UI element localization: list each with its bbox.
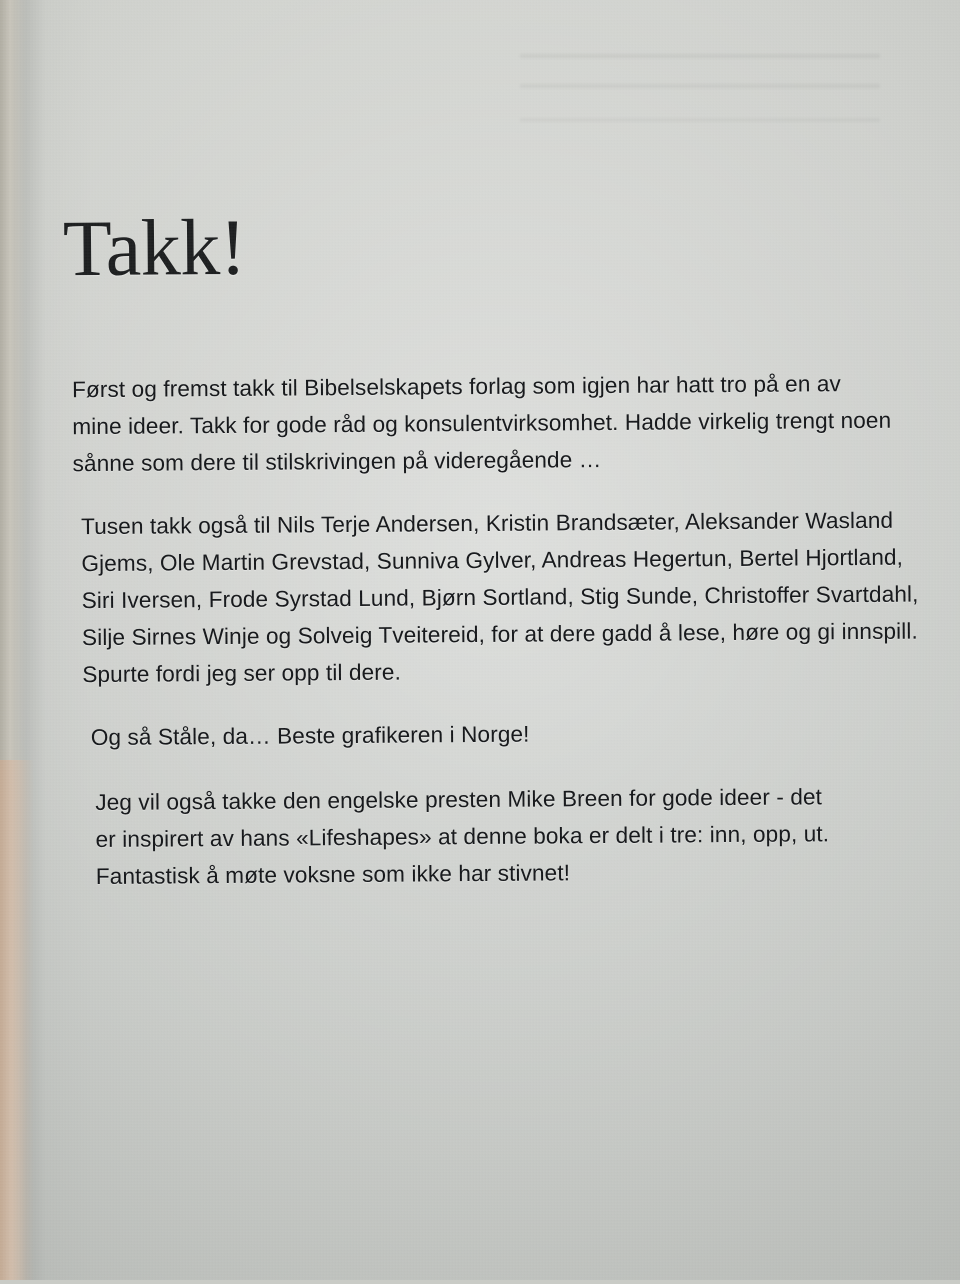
acknowledgements-text xyxy=(72,364,946,921)
paragraph-3 xyxy=(91,712,945,756)
text-line: Først og fremst takk til Bibelselskapets forlag som igjen har hatt tro på en av xyxy=(71,371,841,403)
text-line: sånne som dere til stilskrivingen på videregående … xyxy=(72,447,602,477)
page-title: Takk! xyxy=(62,203,247,294)
text-line: Jeg vil også takke den engelske presten Mike Breen for gode ideer - det xyxy=(95,784,823,816)
paragraph-4 xyxy=(95,778,856,895)
paragraph-2 xyxy=(81,501,940,693)
text-line: er inspirert av hans «Lifeshapes» at denne boka er delt i tre: inn, opp, ut. xyxy=(95,821,830,853)
text-line: Siri Iversen, Frode Syrstad Lund, Bjørn Sortland, Stig Sunde, Christoffer Svartdahl, xyxy=(81,581,919,614)
paragraph-1 xyxy=(72,364,939,482)
text-line: Silje Sirnes Winje og Solveig Tveitereid, for at dere gadd å lese, høre og gi innspill. xyxy=(81,618,918,651)
text-line: Og så Ståle, da… Beste grafikeren i Norge! xyxy=(90,721,530,751)
text-line: Fantastisk å møte voksne som ikke har stivnet! xyxy=(95,860,571,890)
text-line: Gjems, Ole Martin Grevstad, Sunniva Gylver, Andreas Hegertun, Bertel Hjortland, xyxy=(81,544,904,577)
text-line: Tusen takk også til Nils Terje Andersen, Kristin Brandsæter, Aleksander Wasland xyxy=(80,507,894,540)
text-line: Spurte fordi jeg ser opp til dere. xyxy=(82,659,401,688)
text-line: mine ideer. Takk for gode råd og konsulentvirksomhet. Hadde virkelig trengt noen xyxy=(72,407,892,440)
